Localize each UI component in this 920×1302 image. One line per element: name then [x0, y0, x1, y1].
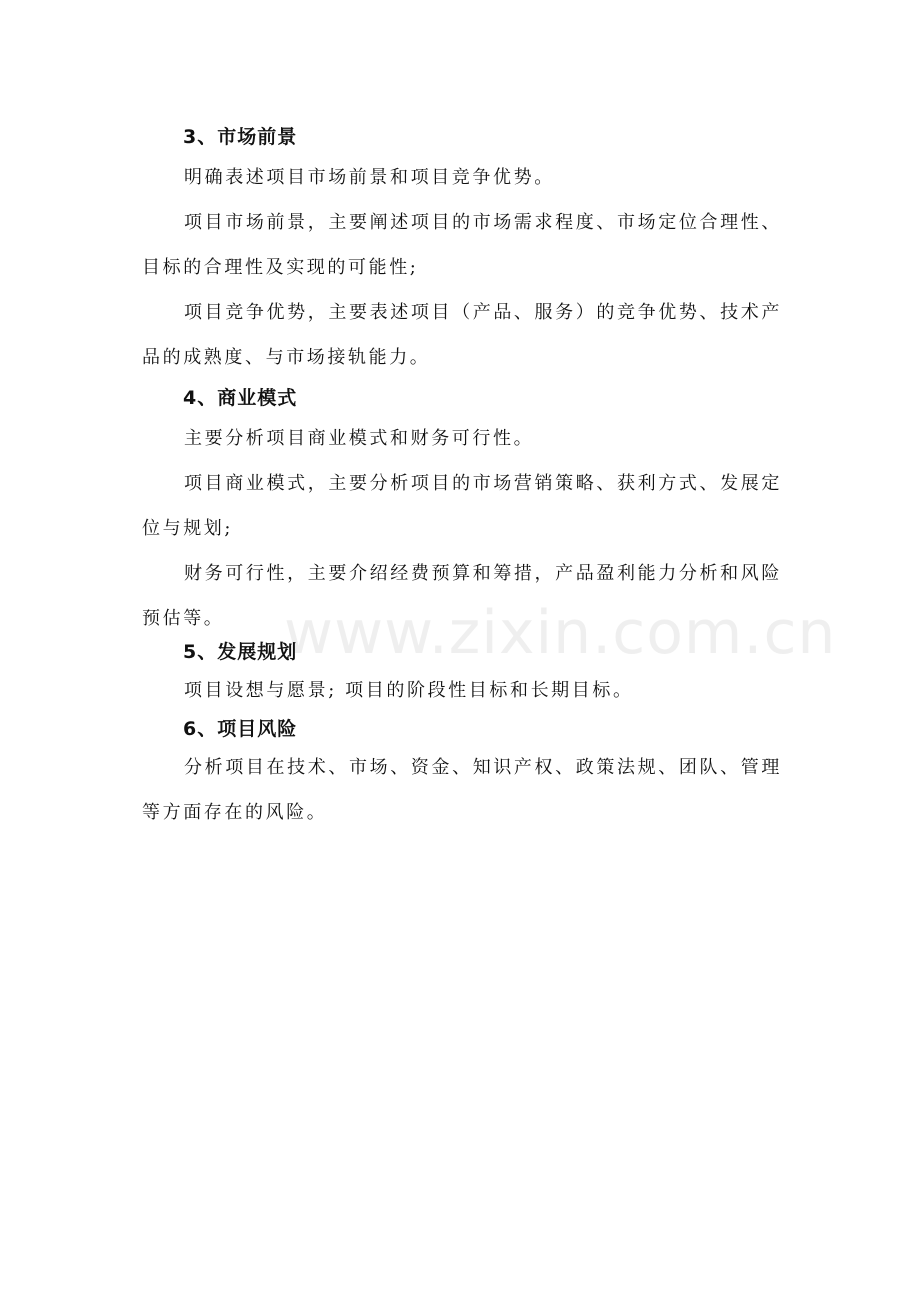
- section-heading-project-risk: 6、项目风险: [183, 718, 298, 740]
- paragraph: 项目竞争优势，主要表述项目（产品、服务）的竞争优势、技术产品的成熟度、与市场接轨能力。: [142, 302, 782, 368]
- paragraph: 项目商业模式，主要分析项目的市场营销策略、获利方式、发展定位与规划;: [142, 473, 782, 539]
- paragraph: 项目市场前景，主要阐述项目的市场需求程度、市场定位合理性、目标的合理性及实现的可能性;: [142, 212, 782, 278]
- paragraph: 主要分析项目商业模式和财务可行性。: [184, 428, 535, 449]
- section-heading-market: 3、市场前景: [183, 126, 298, 148]
- paragraph: 财务可行性，主要介绍经费预算和筹措，产品盈利能力分析和风险预估等。: [142, 563, 782, 629]
- section-heading-development-plan: 5、发展规划: [183, 641, 298, 663]
- paragraph: 分析项目在技术、市场、资金、知识产权、政策法规、团队、管理等方面存在的风险。: [142, 757, 782, 823]
- watermark: www.zixin.com.cn: [284, 598, 837, 668]
- paragraph: 项目设想与愿景; 项目的阶段性目标和长期目标。: [184, 680, 634, 701]
- section-heading-business-model: 4、商业模式: [183, 387, 298, 409]
- document-body: [142, 121, 782, 835]
- paragraph: 明确表述项目市场前景和项目竞争优势。: [184, 167, 555, 188]
